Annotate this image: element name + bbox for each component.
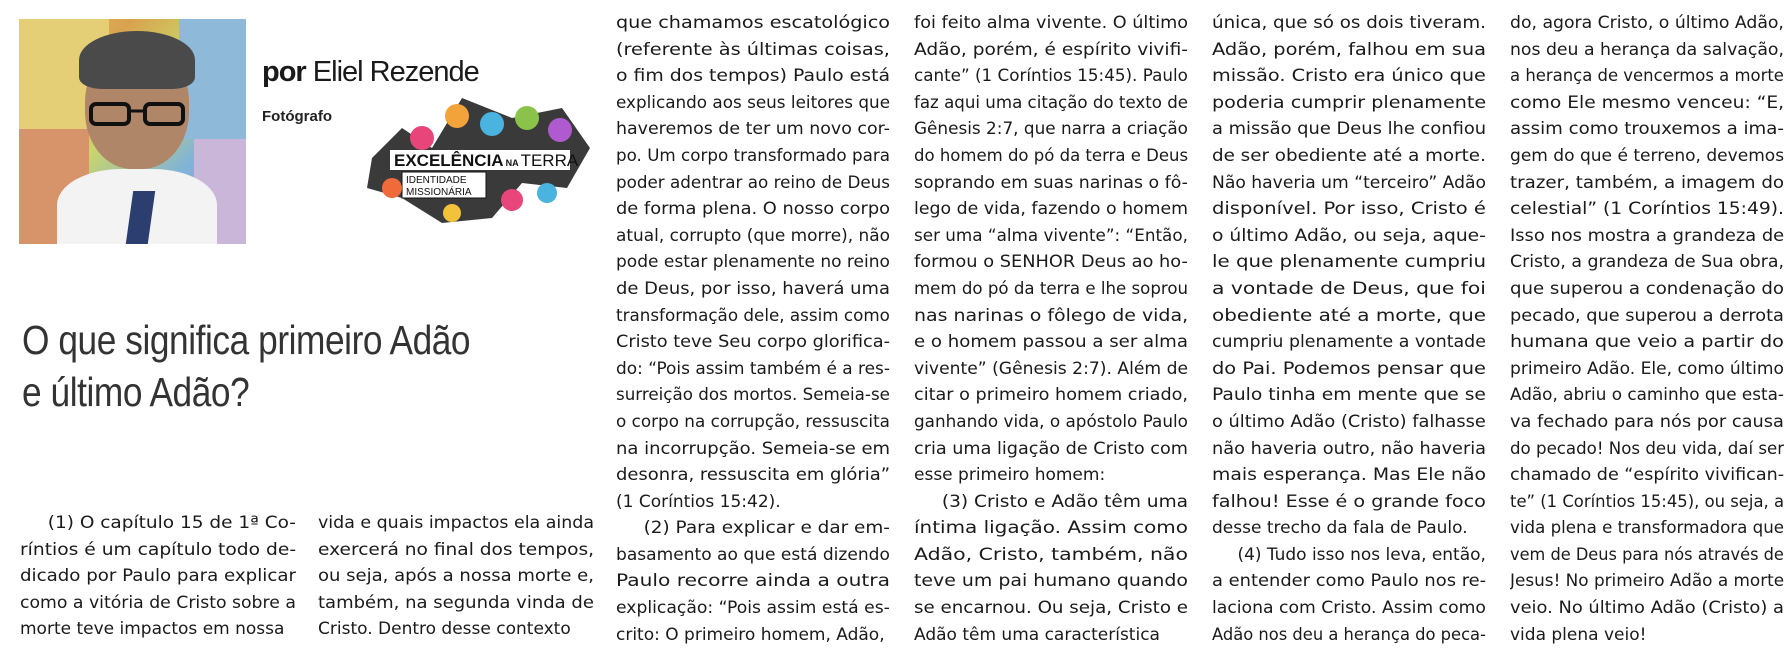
text-line: na incorrupção. Semeia-se em [616,438,890,459]
text-line: de ser obediente até a morte. [1212,145,1486,166]
text-line: única, que só os dois tiveram. [1212,13,1486,33]
text-line: de forma plena. O nosso corpo [616,199,890,220]
text-line: (4) Tudo isso nos leva, então, [1212,544,1486,565]
article-column-6 [1510,10,1784,648]
text-line: gem do que é terreno, devemos [1510,145,1784,166]
text-line: trazer, também, a imagem do [1510,172,1784,193]
text-line: Paulo recorre ainda a outra [616,571,890,592]
svg-text:IDENTIDADE: IDENTIDADE [406,175,467,186]
text-line: Adão, porém, é espírito vivifi- [914,39,1188,60]
text-line: a vontade de Deus, que foi [1212,278,1486,299]
text-line: pecado, que superou a derrota [1510,305,1784,326]
article-column-5 [1212,10,1486,648]
text-line: cante” (1 Coríntios 15:45). Paulo [914,66,1188,87]
text-line: exercerá no final dos tempos, [318,539,594,560]
text-line: Adão têm uma característica [914,624,1160,645]
text-line: esse primeiro homem: [914,465,1106,486]
text-line: soprando em suas narinas o fô- [914,172,1188,193]
text-line: (3) Cristo e Adão têm uma [914,491,1188,512]
svg-text:MISSIONÁRIA: MISSIONÁRIA [406,187,472,198]
text-line: Adão nos deu a herança do peca- [1212,624,1486,645]
text-line: faz aqui uma citação do texto de [914,92,1188,113]
text-line: do pecado! Nos deu vida, daí ser [1510,438,1784,459]
text-line: pode estar plenamente no reino [616,252,890,273]
text-line: Adão, Cristo, também, não [914,544,1188,565]
text-line: atual, corrupto (que morre), não [616,225,890,246]
author-byline [262,56,479,89]
text-line: foi feito alma vivente. O último [914,13,1188,33]
text-line: Adão, porém, falhou em sua [1212,39,1486,60]
text-line: Jesus! No primeiro Adão a morte [1510,571,1784,592]
svg-text:EXCELÊNCIANATERRA: EXCELÊNCIA NA TERRA [394,151,579,170]
author-role: Fotógrafo [262,108,332,125]
text-line: (1) O capítulo 15 de 1ª Co- [20,513,296,533]
text-line: celestial” (1 Coríntios 15:49). [1510,199,1784,220]
text-line: Não haveria um “terceiro” Adão [1212,172,1486,193]
text-line: se encarnou. Ou seja, Cristo e [914,598,1188,619]
text-line: poderia cumprir plenamente [1212,92,1486,113]
headline-line-1: O que significa primeiro Adão [22,317,471,363]
text-line: laciona com Cristo. Assim como [1212,598,1486,619]
text-line: ser uma “alma vivente”: “Então, [914,225,1188,246]
text-line: e o homem passou a ser alma [914,332,1188,353]
text-line: basamento ao que está dizendo [616,544,890,565]
headline-line-2: e último Adão? [22,369,250,415]
text-line: Cristo, a grandeza de Sua obra, [1510,252,1784,273]
text-line: também, na segunda vinda de [318,592,594,613]
text-line: a missão que Deus lhe confiou [1212,119,1486,140]
text-line: cumpriu plenamente a vontade [1212,332,1486,353]
text-line: não haveria outro, não haveria [1212,438,1486,459]
text-line: o último Adão (Cristo) falhasse [1212,411,1486,432]
text-line: Paulo tinha em mente que se [1212,385,1486,406]
text-line: Cristo. Dentro desse contexto [318,619,571,640]
text-line: vida plena e transformadora que [1510,518,1784,539]
text-line: lego de vida, fazendo o homem [914,199,1188,220]
text-line: Cristo teve Seu corpo glorifica- [616,332,890,353]
text-line: mem do pó da terra e lhe soprou [914,278,1188,299]
text-line: como Ele mesmo venceu: “E, [1510,92,1784,113]
article-column-3 [616,10,890,648]
text-line: disponível. Por isso, Cristo é [1212,199,1486,220]
text-line: transformação dele, assim como [616,305,890,326]
text-line: te” (1 Coríntios 15:45), ou seja, a [1510,491,1784,512]
text-line: o fim dos tempos) Paulo está [616,66,890,87]
text-line: como a vitória de Cristo sobre a [20,592,296,613]
text-line: íntima ligação. Assim como [914,518,1188,539]
text-line: mais esperança. Mas Ele não [1212,465,1486,486]
text-line: veio. No último Adão (Cristo) a [1510,598,1784,619]
text-line: cria uma ligação de Cristo com [914,438,1188,459]
text-line: Gênesis 2:7, que narra a criação [914,119,1188,140]
author-name: Eliel Rezende [312,56,479,88]
text-line: assim como trouxemos a ima- [1510,119,1784,140]
text-line: citar o primeiro homem criado, [914,385,1188,406]
text-line: o corpo na corrupção, ressuscita [616,411,890,432]
text-line: do, agora Cristo, o último Adão, [1510,13,1784,33]
text-line: missão. Cristo era único que [1212,66,1486,87]
text-line: teve um pai humano quando [914,571,1188,592]
text-line: explicação: “Pois assim está es- [616,598,890,619]
text-line: primeiro Adão. Ele, como último [1510,358,1784,379]
text-line: (2) Para explicar e dar em- [616,518,890,539]
text-line: humana que veio a partir do [1510,332,1784,353]
article-column-2 [318,510,594,643]
text-line: ríntios é um capítulo todo de- [20,539,296,560]
byline-prefix: por [262,56,306,88]
text-line: haveremos de ter um novo cor- [616,119,890,140]
text-line: o último Adão, ou seja, aque- [1212,225,1486,246]
text-line: chamado de “espírito vivifican- [1510,465,1784,486]
text-line: vida e quais impactos ela ainda [318,513,594,533]
text-line: (referente às últimas coisas, [616,39,890,60]
excelencia-na-terra-logo [362,88,594,228]
text-line: (1 Coríntios 15:42). [616,491,781,512]
text-line: dicado por Paulo para explicar [20,566,296,587]
text-line: do homem do pó da terra e Deus [914,145,1188,166]
text-line: ou seja, após a nossa morte e, [318,566,594,587]
text-line: desse trecho da fala de Paulo. [1212,518,1468,539]
text-line: desonra, ressuscita em glória” [616,465,890,486]
headline [22,314,504,418]
article-column-4 [914,10,1188,648]
text-line: vida plena veio! [1510,624,1647,645]
text-line: crito: O primeiro homem, Adão, [616,624,885,645]
author-photo [19,19,246,244]
text-line: obediente até a morte, que [1212,305,1486,326]
text-line: nas narinas o fôlego de vida, [914,305,1188,326]
text-line: poder adentrar ao reino de Deus [616,172,890,193]
text-line: vivente” (Gênesis 2:7). Além de [914,358,1188,379]
text-line: do Pai. Podemos pensar que [1212,358,1486,379]
text-line: vem de Deus para nós através de [1510,544,1784,565]
text-line: do: “Pois assim também é a res- [616,358,890,379]
article-column-1 [20,510,296,643]
text-line: nos deu a herança da salvação, [1510,39,1784,60]
text-line: que superou a condenação do [1510,278,1784,299]
text-line: a entender como Paulo nos re- [1212,571,1486,592]
text-line: falhou! Esse é o grande foco [1212,491,1486,512]
text-line: formou o SENHOR Deus ao ho- [914,252,1188,273]
glasses-icon [89,101,185,127]
text-line: Adão, abriu o caminho que esta- [1510,385,1784,406]
text-line: a herança de vencermos a morte [1510,66,1784,87]
text-line: Isso nos mostra a grandeza de [1510,225,1784,246]
text-line: le que plenamente cumpriu [1212,252,1486,273]
text-line: po. Um corpo transformado para [616,145,890,166]
text-line: morte teve impactos em nossa [20,619,285,640]
text-line: surreição dos mortos. Semeia-se [616,385,890,406]
text-line: va fechado para nós por causa [1510,411,1784,432]
text-line: de Deus, por isso, haverá uma [616,278,890,299]
text-line: ganhando vida, o apóstolo Paulo [914,411,1188,432]
text-line: que chamamos escatológico [616,13,890,33]
text-line: explicando aos seus leitores que [616,92,890,113]
